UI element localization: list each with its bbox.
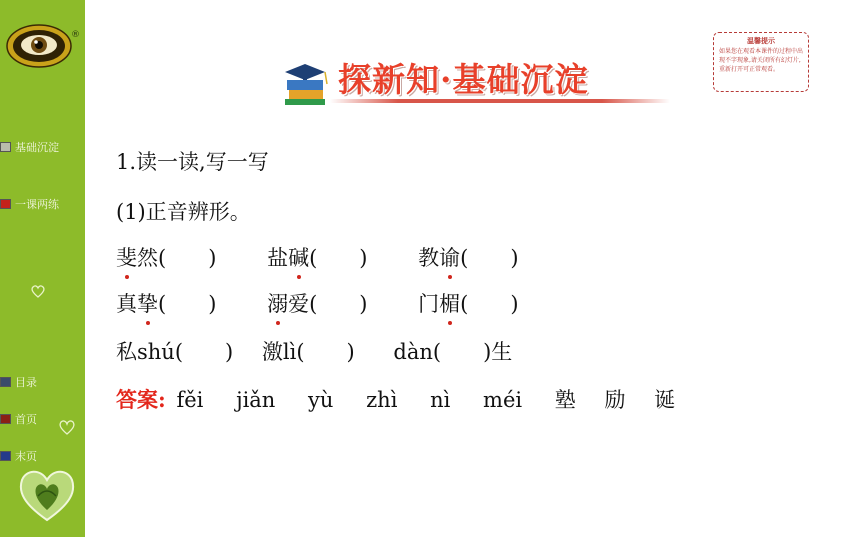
heart-icon [16,466,78,524]
sidebar-item-moye[interactable] [0,448,37,464]
word-item: 私shú( ) [116,340,234,364]
question-row-1 [116,242,519,272]
exercise-subheading: (1)正音辨形。 [116,200,251,224]
word-char: 教 [418,246,440,270]
square-icon [0,414,11,424]
sidebar-item-jichu[interactable] [0,139,59,155]
answer-item: nì [430,388,451,412]
logo-icon [6,24,72,68]
word-char: 真 [116,292,137,316]
sidebar-item-label: 末页 [15,450,37,463]
word-char: 溺 [267,288,288,318]
word-rest: ( ) [460,292,519,316]
sidebar-item-label: 目录 [15,376,37,389]
sidebar-item-yike[interactable] [0,196,59,212]
banner-divider [330,99,670,103]
word-item: 激lì( ) [261,340,355,364]
exercise-heading: 1.读一读,写一写 [116,150,269,174]
answer-item: zhì [366,388,398,412]
word-char: 谕 [439,242,460,272]
word-rest: 爱( ) [288,292,368,316]
sidebar-item-label: 基础沉淀 [15,141,59,154]
word-char: 碱 [288,242,309,272]
word-char: 楣 [439,288,460,318]
banner-title: 探新知·基础沉淀 [338,60,589,99]
tip-body: 如果您在观看本课件的过程中出现不字现象,请关闭所有幻灯片,重新打开可正常观看。 [719,48,804,73]
answer-item: yù [308,388,334,412]
answer-item: 诞 [654,388,676,412]
tip-box [713,32,809,92]
word-char: 盐 [267,246,289,270]
word-rest: ( ) [158,292,217,316]
word-char: 斐 [116,242,137,272]
square-icon [0,199,11,209]
word-item: dàn( )生 [393,340,513,364]
sidebar-item-shouye[interactable] [0,411,37,427]
word-rest: ( ) [460,246,519,270]
word-char: 门 [418,292,440,316]
answer-item: 励 [604,388,626,412]
square-icon [0,142,11,152]
answer-row [116,384,675,414]
question-row-3 [116,336,512,366]
word-char: 挚 [137,288,158,318]
heart-icon [30,283,46,299]
answer-item: 塾 [554,388,576,412]
tip-title: 温馨提示 [747,37,775,45]
answer-item: méi [483,388,523,412]
answer-item: jiǎn [236,388,276,412]
square-icon [0,377,11,387]
heart-icon [58,418,76,436]
word-rest: ( ) [309,246,368,270]
sidebar-item-label: 首页 [15,413,37,426]
sidebar-item-mulu[interactable] [0,374,37,390]
registered-mark: ® [71,30,80,40]
answer-label: 答案: [116,387,166,412]
answer-item: fěi [176,388,204,412]
sidebar-item-label: 一课两练 [15,198,59,211]
word-rest: 然( ) [137,246,217,270]
square-icon [0,451,11,461]
sidebar [0,0,85,537]
question-row-2 [116,288,519,318]
